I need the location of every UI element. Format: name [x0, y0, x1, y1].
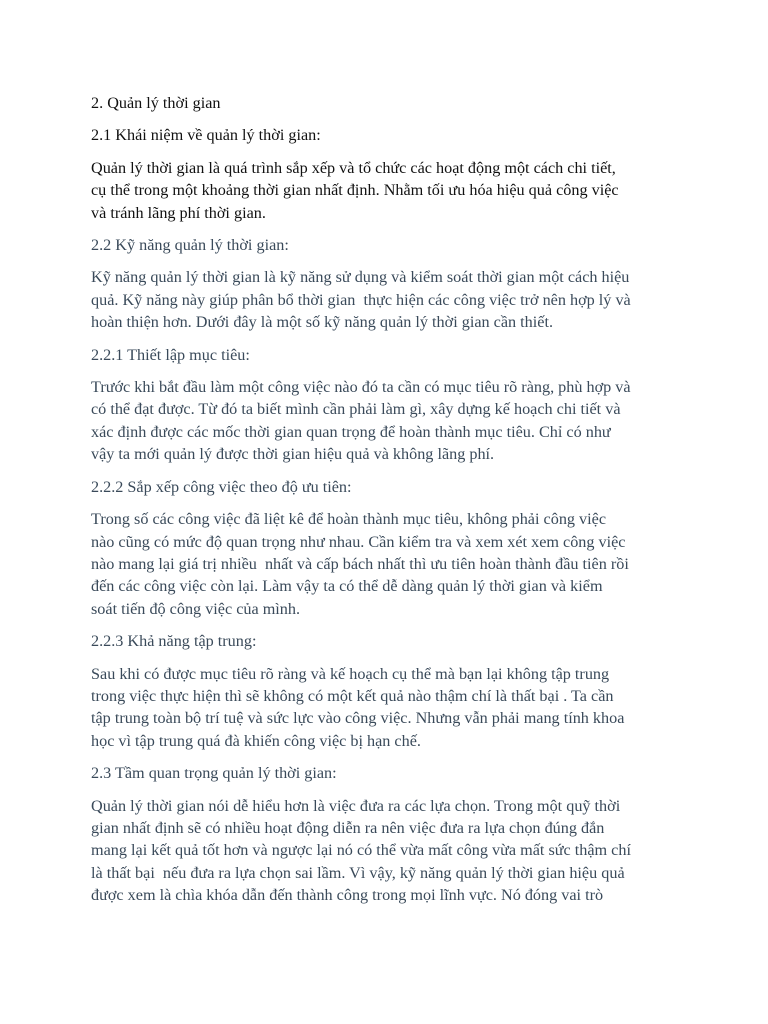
paragraph: [91, 157, 691, 224]
paragraph: [91, 266, 691, 333]
heading-text: 2.2.2 Sắp xếp công việc theo độ ưu tiên:: [91, 477, 352, 496]
subsection-heading: [91, 344, 691, 366]
heading-text: 2.1 Khái niệm về quản lý thời gian:: [91, 126, 321, 145]
heading-text: 2.2.3 Khả năng tập trung:: [91, 632, 257, 651]
paragraph-line: hoàn thiện hơn. Dưới đây là một số kỹ năng quản lý thời gian cần thiết.: [91, 313, 553, 332]
heading-text: 2.3 Tầm quan trọng quản lý thời gian:: [91, 764, 337, 783]
section-heading: [91, 92, 691, 114]
document-page: [91, 92, 691, 917]
paragraph-line: Quản lý thời gian nói dễ hiểu hơn là việc đưa ra các lựa chọn. Trong một quỹ thời: [91, 796, 621, 815]
subsection-heading: [91, 762, 691, 784]
paragraph-line: cụ thể trong một khoảng thời gian nhất định. Nhằm tối ưu hóa hiệu quả công việc: [91, 181, 619, 200]
paragraph-line: Trước khi bắt đầu làm một công việc nào đó ta cần có mục tiêu rõ ràng, phù hợp và: [91, 378, 631, 397]
heading-text: 2.2.1 Thiết lập mục tiêu:: [91, 345, 250, 364]
paragraph-line: Trong số các công việc đã liệt kê để hoàn thành mục tiêu, không phải công việc: [91, 510, 607, 529]
paragraph-line: học vì tập trung quá đà khiến công việc bị hạn chế.: [91, 731, 421, 750]
paragraph-line: tập trung toàn bộ trí tuệ và sức lực vào công việc. Nhưng vẫn phải mang tính khoa: [91, 709, 625, 728]
heading-text: 2.2 Kỹ năng quản lý thời gian:: [91, 236, 289, 255]
paragraph: [91, 663, 691, 753]
paragraph: [91, 795, 691, 907]
paragraph-line: đến các công việc còn lại. Làm vậy ta có thể dễ dàng quản lý thời gian và kiểm: [91, 577, 603, 596]
paragraph-line: soát tiến độ công việc của mình.: [91, 599, 301, 618]
paragraph-line: nào mang lại giá trị nhiều nhất và cấp bách nhất thì ưu tiên hoàn thành đầu tiên rồi: [91, 554, 629, 573]
paragraph-line: quả. Kỹ năng này giúp phân bổ thời gian thực hiện các công việc trở nên hợp lý và: [91, 290, 631, 309]
paragraph-line: được xem là chìa khóa dẫn đến thành công trong mọi lĩnh vực. Nó đóng vai trò: [91, 886, 604, 905]
paragraph-line: có thể đạt được. Từ đó ta biết mình cần phải làm gì, xây dựng kế hoạch chi tiết và: [91, 400, 621, 419]
paragraph-line: mang lại kết quả tốt hơn và ngược lại nó có thể vừa mất công vừa mất sức thậm chí: [91, 841, 631, 860]
paragraph: [91, 376, 691, 466]
subsection-heading: [91, 630, 691, 652]
paragraph-line: Sau khi có được mục tiêu rõ ràng và kế hoạch cụ thể mà bạn lại không tập trung: [91, 664, 610, 683]
paragraph-line: trong việc thực hiện thì sẽ không có một kết quả nào thậm chí là thất bại . Ta cần: [91, 686, 614, 705]
paragraph-line: Kỹ năng quản lý thời gian là kỹ năng sử dụng và kiểm soát thời gian một cách hiệu: [91, 268, 630, 287]
paragraph-line: và tránh lãng phí thời gian.: [91, 203, 266, 222]
paragraph-line: là thất bại nếu đưa ra lựa chọn sai lầm. Vì vậy, kỹ năng quản lý thời gian hiệu quả: [91, 863, 625, 882]
paragraph: [91, 508, 691, 620]
paragraph-line: Quản lý thời gian là quá trình sắp xếp và tổ chức các hoạt động một cách chi tiết,: [91, 158, 616, 177]
paragraph-line: vậy ta mới quản lý được thời gian hiệu quả và không lãng phí.: [91, 445, 495, 464]
heading-text: 2. Quản lý thời gian: [91, 94, 221, 112]
subsection-heading: [91, 234, 691, 256]
paragraph-line: xác định được các mốc thời gian quan trọng để hoàn thành mục tiêu. Chỉ có như: [91, 422, 611, 441]
paragraph-line: gian nhất định sẽ có nhiều hoạt động diễn ra nên việc đưa ra lựa chọn đúng đắn: [91, 818, 605, 837]
subsection-heading: [91, 124, 691, 146]
paragraph-line: nào cũng có mức độ quan trọng như nhau. Cần kiểm tra và xem xét xem công việc: [91, 532, 626, 551]
subsection-heading: [91, 476, 691, 498]
